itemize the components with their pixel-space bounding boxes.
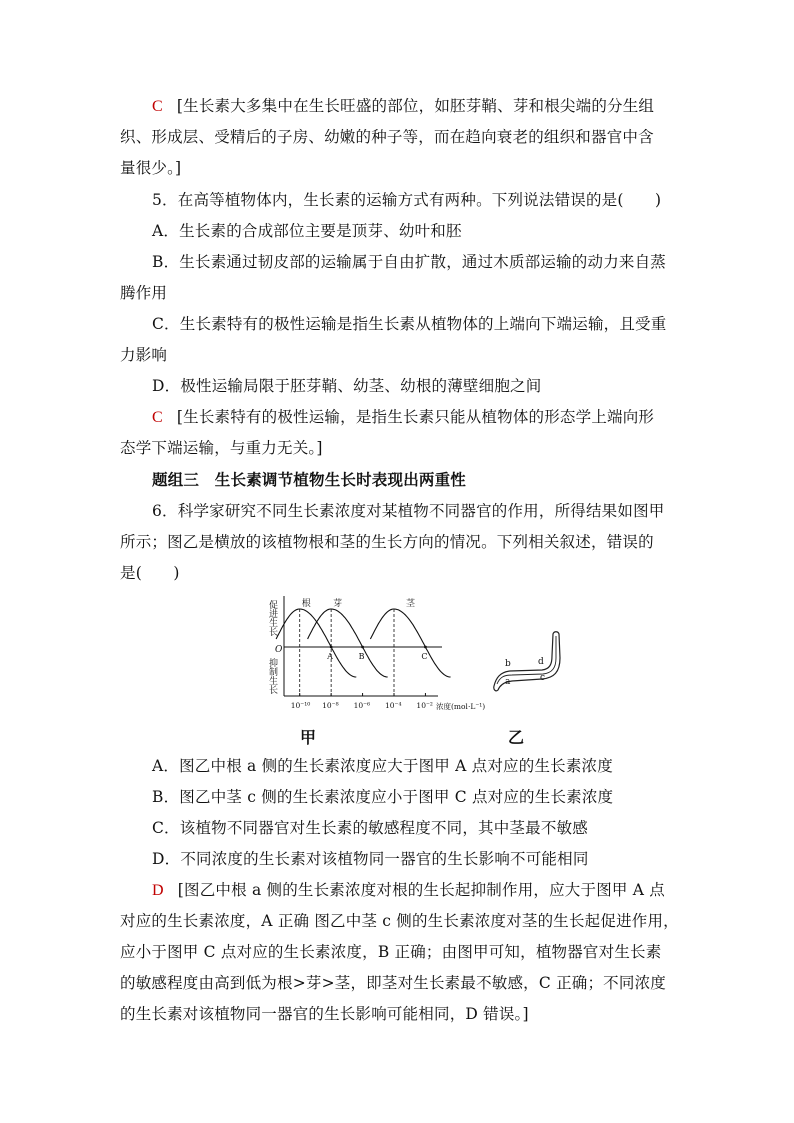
q6-stem-2: 所示；图乙是横放的该植物根和茎的生长方向的情况。下列相关叙述，错误的 <box>120 533 654 551</box>
figure-jia-chart <box>262 592 486 716</box>
point-C <box>424 646 427 649</box>
figure-jia-caption: 甲 <box>300 728 317 747</box>
q6-answer-letter: D <box>152 882 164 899</box>
q4-answer-line-1 <box>152 96 674 117</box>
q4-answer-text-1: [生长素大多集中在生长旺盛的部位，如胚芽鞘、芽和根尖端的分生组 <box>176 97 655 115</box>
point-A <box>330 646 333 649</box>
series-label-stem: 茎 <box>406 599 416 609</box>
y-label-promote: 促进生长 <box>267 600 277 636</box>
q6-answer-line-1 <box>152 880 665 901</box>
q6-answer-line-4: 的敏感程度由高到低为根>芽>茎，即茎对生长素最不敏感，C 正确；不同浓度 <box>120 974 666 992</box>
x-tick-label: 10⁻¹⁰ <box>290 701 311 710</box>
label-a: a <box>505 677 511 687</box>
q5-option-c-2: 力影响 <box>120 346 168 364</box>
curve-bud <box>308 609 388 677</box>
q6-stem-3: 是( ) <box>120 564 180 582</box>
q5-option-c-1: C．生长素特有的极性运输是指生长素从植物体的上端向下端运输，且受重 <box>152 315 667 333</box>
q5-answer-letter: C <box>152 409 163 426</box>
q5-answer-line-1 <box>152 407 654 428</box>
q4-answer-letter: C <box>152 98 163 115</box>
q6-answer-line-3: 应小于图甲 C 点对应的生长素浓度，B 正确；由图甲可知，植物器官对生长素 <box>120 943 662 961</box>
label-b: b <box>505 659 511 669</box>
curve-root <box>276 609 356 677</box>
curve-stem <box>370 609 450 677</box>
q5-option-a: A．生长素的合成部位主要是顶芽、幼叶和胚 <box>152 222 462 240</box>
q4-answer-line-3: 量很少。] <box>120 159 182 177</box>
q5-stem: 5．在高等植物体内，生长素的运输方式有两种。下列说法错误的是( ) <box>152 191 662 209</box>
label-c: c <box>540 673 546 683</box>
q5-option-b-2: 腾作用 <box>120 284 168 302</box>
q6-answer-text-1: [图乙中根 a 侧的生长素浓度对根的生长起抑制作用，应大于图甲 A 点 <box>177 881 665 899</box>
y-label-inhibit: 抑制生长 <box>267 658 277 694</box>
q6-option-d: D．不同浓度的生长素对该植物同一器官的生长影响不可能相同 <box>152 850 589 868</box>
q6-answer-line-5: 的生长素对该植物同一器官的生长影响可能相同，D 错误。] <box>120 1005 529 1023</box>
origin-label: O <box>275 645 283 655</box>
x-axis-label: 浓度(mol·L⁻¹) <box>436 702 486 711</box>
figure-yi-diagram <box>488 628 568 694</box>
q5-option-b-1: B．生长素通过韧皮部的运输属于自由扩散，通过木质部运输的动力来自蒸 <box>152 253 666 271</box>
q5-answer-text-1: [生长素特有的极性运输，是指生长素只能从植物体的形态学上端向形 <box>176 408 655 426</box>
series-label-root: 根 <box>301 599 311 609</box>
figure-yi-caption: 乙 <box>508 728 525 747</box>
group3-title: 题组三 生长素调节植物生长时表现出两重性 <box>152 470 467 489</box>
x-tick-label: 10⁻⁶ <box>353 701 371 710</box>
x-tick-label: 10⁻⁴ <box>385 701 402 710</box>
point-label-B: B <box>358 652 365 661</box>
x-tick-label: 10⁻² <box>416 701 433 710</box>
q4-answer-line-2: 织、形成层、受精后的子房、幼嫩的种子等，而在趋向衰老的组织和器官中含 <box>120 128 654 146</box>
plant-outline-outer <box>494 632 560 691</box>
q6-option-c: C．该植物不同器官对生长素的敏感程度不同，其中茎最不敏感 <box>152 819 588 837</box>
x-tick-label: 10⁻⁸ <box>322 701 339 710</box>
q6-option-a: A．图乙中根 a 侧的生长素浓度应大于图甲 A 点对应的生长素浓度 <box>152 757 613 775</box>
q5-answer-line-2: 态学下端运输，与重力无关。] <box>120 439 323 457</box>
series-label-bud: 芽 <box>333 599 343 609</box>
q6-answer-line-2: 对应的生长素浓度，A 正确 图乙中茎 c 侧的生长素浓度对茎的生长起促进作用， <box>120 912 679 930</box>
q5-option-d: D．极性运输局限于胚芽鞘、幼茎、幼根的薄壁细胞之间 <box>152 377 542 395</box>
point-B <box>361 646 364 649</box>
point-label-A: A <box>327 652 333 661</box>
label-d: d <box>538 657 544 667</box>
q6-stem-1: 6．科学家研究不同生长素浓度对某植物不同器官的作用，所得结果如图甲 <box>152 502 665 520</box>
point-label-C: C <box>421 652 428 661</box>
q6-option-b: B．图乙中茎 c 侧的生长素浓度应小于图甲 C 点对应的生长素浓度 <box>152 788 614 806</box>
